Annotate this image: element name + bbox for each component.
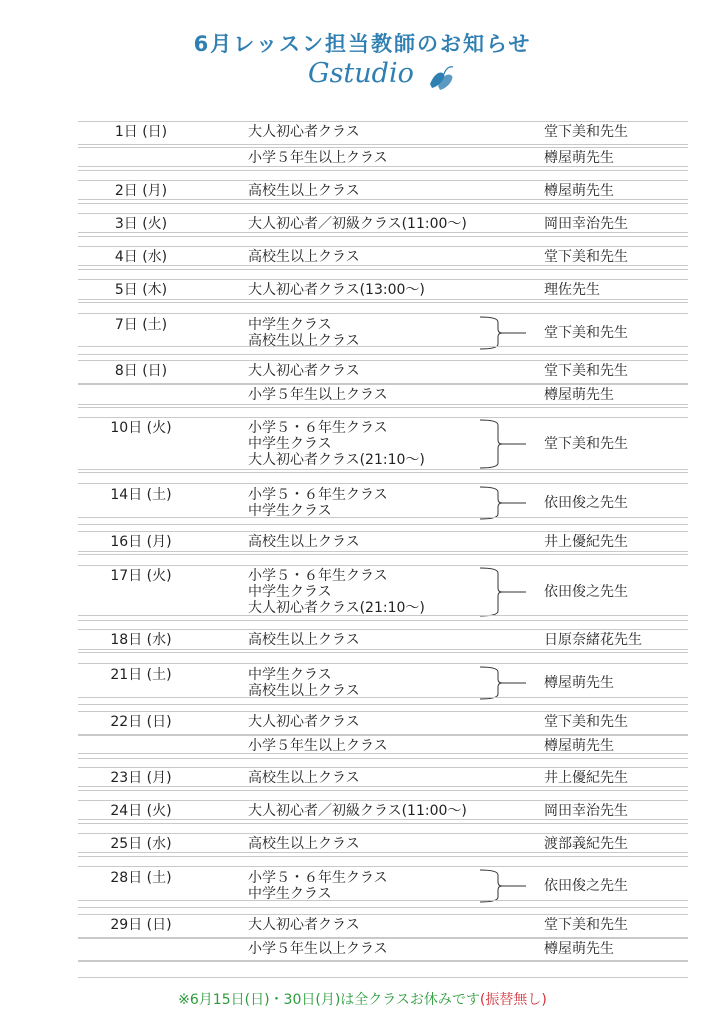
row-divider (78, 346, 688, 347)
row-class: 小学５年生以上クラス (248, 150, 388, 166)
row-divider (78, 852, 688, 853)
group-bracket (478, 486, 528, 520)
row-class: 小学５年生以上クラス (248, 387, 388, 403)
row-divider (78, 236, 688, 237)
row-date: 14日 (土) (110, 487, 172, 503)
row-divider (78, 360, 688, 361)
row-class: 小学５・６年生クラス (248, 487, 388, 503)
row-class: 高校生以上クラス (248, 249, 360, 265)
row-divider (78, 313, 688, 314)
group-bracket (478, 666, 528, 700)
row-divider (78, 472, 688, 473)
studio-logo (308, 58, 458, 98)
row-divider (78, 170, 688, 171)
row-class: 大人初心者クラス(21:10～) (248, 452, 425, 468)
row-divider (78, 652, 688, 653)
row-divider (78, 269, 688, 270)
row-teacher: 岡田幸治先生 (544, 216, 628, 232)
row-class: 中学生クラス (248, 667, 332, 683)
row-divider (78, 279, 688, 280)
row-divider (78, 907, 688, 908)
row-date: 2日 (月) (114, 183, 168, 199)
row-date: 3日 (火) (114, 216, 168, 232)
row-teacher: 依田俊之先生 (544, 584, 628, 600)
row-divider (78, 554, 688, 555)
row-class: 中学生クラス (248, 317, 332, 333)
row-divider (78, 524, 688, 525)
row-divider (78, 900, 688, 901)
row-class: 高校生以上クラス (248, 683, 360, 699)
row-divider (78, 914, 688, 915)
row-class: 高校生以上クラス (248, 333, 360, 349)
row-class: 中学生クラス (248, 503, 332, 519)
row-divider (78, 417, 688, 418)
row-teacher: 渡部義紀先生 (544, 836, 628, 852)
row-date: 1日 (日) (114, 124, 168, 140)
row-date: 18日 (水) (110, 632, 172, 648)
row-divider (78, 407, 688, 408)
row-class: 小学５年生以上クラス (248, 738, 388, 754)
row-date: 10日 (火) (110, 420, 172, 436)
row-divider (78, 199, 688, 200)
row-divider (78, 144, 688, 145)
row-date: 4日 (水) (114, 249, 168, 265)
row-divider (78, 483, 688, 484)
row-divider (78, 833, 688, 834)
row-class: 高校生以上クラス (248, 770, 360, 786)
row-class: 中学生クラス (248, 436, 332, 452)
row-divider (78, 469, 688, 470)
row-class: 大人初心者クラス(13:00～) (248, 282, 425, 298)
row-divider (78, 758, 688, 759)
row-class: 中学生クラス (248, 886, 332, 902)
row-divider (78, 977, 688, 978)
row-divider (78, 302, 688, 303)
row-divider (78, 767, 688, 768)
row-divider (78, 697, 688, 698)
row-class: 大人初心者クラス (248, 917, 360, 933)
row-divider (78, 517, 688, 518)
row-date: 7日 (土) (114, 317, 168, 333)
row-date: 5日 (木) (114, 282, 168, 298)
row-divider (78, 232, 688, 233)
row-divider (78, 531, 688, 532)
group-bracket (478, 419, 528, 469)
row-divider (78, 166, 688, 167)
row-teacher: 堂下美和先生 (544, 124, 628, 140)
row-class: 大人初心者クラス (248, 363, 360, 379)
row-teacher: 堂下美和先生 (544, 436, 628, 452)
row-teacher: 理佐先生 (544, 282, 600, 298)
row-divider (78, 800, 688, 801)
notice-highlight: (振替無し) (479, 992, 547, 1008)
row-date: 29日 (日) (110, 917, 172, 933)
row-divider (78, 299, 688, 300)
row-class: 小学５・６年生クラス (248, 568, 388, 584)
row-date: 28日 (土) (110, 870, 172, 886)
logo-text: Gstudio (308, 58, 414, 89)
row-date: 23日 (月) (110, 770, 172, 786)
row-class: 小学５・６年生クラス (248, 870, 388, 886)
notice-main: ※6月15日(日)・30日(月)は全クラスお休みです (178, 992, 480, 1008)
row-teacher: 依田俊之先生 (544, 495, 628, 511)
row-class: 大人初心者クラス (248, 124, 360, 140)
group-bracket (478, 316, 528, 350)
row-divider (78, 663, 688, 664)
row-teacher: 堂下美和先生 (544, 714, 628, 730)
row-class: 小学５年生以上クラス (248, 941, 388, 957)
row-date: 17日 (火) (110, 568, 172, 584)
row-divider (78, 961, 688, 962)
row-divider (78, 180, 688, 181)
row-date: 21日 (土) (110, 667, 172, 683)
row-teacher: 堂下美和先生 (544, 325, 628, 341)
row-teacher: 井上優紀先生 (544, 770, 628, 786)
row-divider (78, 711, 688, 712)
row-teacher: 岡田幸治先生 (544, 803, 628, 819)
row-class: 中学生クラス (248, 584, 332, 600)
row-divider (78, 615, 688, 616)
row-divider (78, 384, 688, 385)
row-teacher: 樽屋萌先生 (544, 150, 614, 166)
row-teacher: 樽屋萌先生 (544, 387, 614, 403)
notice-text (0, 989, 725, 1009)
row-class: 大人初心者／初級クラス(11:00～) (248, 803, 467, 819)
row-date: 22日 (日) (110, 714, 172, 730)
row-class: 大人初心者クラス(21:10～) (248, 600, 425, 616)
row-divider (78, 121, 688, 122)
row-divider (78, 620, 688, 621)
row-teacher: 依田俊之先生 (544, 878, 628, 894)
row-teacher: 樽屋萌先生 (544, 738, 614, 754)
row-teacher: 堂下美和先生 (544, 363, 628, 379)
row-divider (78, 704, 688, 705)
row-teacher: 樽屋萌先生 (544, 675, 614, 691)
row-class: 大人初心者／初級クラス(11:00～) (248, 216, 467, 232)
row-date: 25日 (水) (110, 836, 172, 852)
page-title: 6月レッスン担当教師のお知らせ (193, 32, 532, 56)
row-date: 24日 (火) (110, 803, 172, 819)
row-divider (78, 823, 688, 824)
row-divider (78, 866, 688, 867)
row-divider (78, 856, 688, 857)
row-divider (78, 649, 688, 650)
row-date: 8日 (日) (114, 363, 168, 379)
row-divider (78, 354, 688, 355)
row-teacher: 井上優紀先生 (544, 534, 628, 550)
row-class: 小学５・６年生クラス (248, 420, 388, 436)
row-divider (78, 629, 688, 630)
group-bracket (478, 869, 528, 903)
row-divider (78, 735, 688, 736)
row-divider (78, 786, 688, 787)
row-divider (78, 938, 688, 939)
row-class: 高校生以上クラス (248, 534, 360, 550)
row-divider (78, 147, 688, 148)
row-divider (78, 819, 688, 820)
row-class: 高校生以上クラス (248, 632, 360, 648)
row-divider (78, 246, 688, 247)
row-divider (78, 790, 688, 791)
row-divider (78, 213, 688, 214)
row-divider (78, 551, 688, 552)
row-teacher: 樽屋萌先生 (544, 183, 614, 199)
row-divider (78, 565, 688, 566)
row-class: 高校生以上クラス (248, 836, 360, 852)
row-divider (78, 404, 688, 405)
ballet-shoes-icon (426, 64, 456, 92)
row-class: 高校生以上クラス (248, 183, 360, 199)
row-divider (78, 960, 688, 961)
row-teacher: 日原奈緒花先生 (544, 632, 642, 648)
row-divider (78, 203, 688, 204)
row-class: 大人初心者クラス (248, 714, 360, 730)
row-date: 16日 (月) (110, 534, 172, 550)
row-divider (78, 265, 688, 266)
group-bracket (478, 567, 528, 617)
row-teacher: 樽屋萌先生 (544, 941, 614, 957)
row-teacher: 堂下美和先生 (544, 249, 628, 265)
row-divider (78, 753, 688, 754)
row-teacher: 堂下美和先生 (544, 917, 628, 933)
